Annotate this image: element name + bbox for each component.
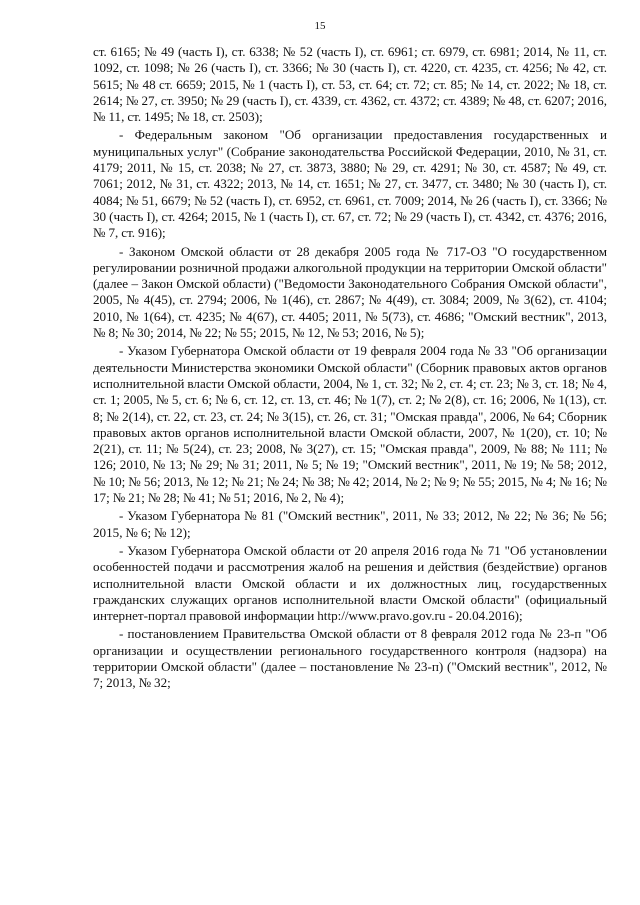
paragraph-government-resolution-23p: - постановлением Правительства Омской области от 8 февраля 2012 года № 23-п "Об организации и осуществлении регионального государственного контроля (надзора) на территории Омской области" (далее – постановление № 23-п) ("Омский вестник", 2012, № 7; 2013, № 32; (93, 626, 607, 691)
document-body (93, 44, 607, 692)
page-number: 15 (314, 20, 326, 32)
paragraph-governor-decree-71: - Указом Губернатора Омской области от 20 апреля 2016 года № 71 "Об установлении особенностей подачи и рассмотрения жалоб на решения и действия (бездействие) органов исполнительной власти Омской области и их должностных лиц, государственных гражданских служащих органов исполнительной власти Омской области" (официальный интернет-портал правовой информации http://www.pravo.gov.ru - 20.04.2016); (93, 542, 607, 624)
paragraph-continuation: ст. 6165; № 49 (часть I), ст. 6338; № 52 (часть I), ст. 6961; ст. 6979, ст. 6981; 2014, № 11, ст. 1092, ст. 1098; № 26 (часть I), ст. 3366; № 30 (часть I), ст. 4220, ст. 4235, ст. 4256; № 42, ст. 5615; № 48 ст. 6659; 2015, № 1 (часть I), ст. 53, ст. 64; ст. 72; ст. 85; № 14, ст. 2022; № 18, ст. 2614; № 27, ст. 3950; № 29 (часть I), ст. 4339, ст. 4362, ст. 4372; ст. 4389; № 48, ст. 6207; 2016, № 11, ст. 1495; № 18, ст. 2503); (93, 44, 607, 125)
paragraph-omsk-law: - Законом Омской области от 28 декабря 2005 года № 717-ОЗ "О государственном регулировании розничной продажи алкогольной продукции на территории Омской области" (далее – Закон Омской области) ("Ведомости Законодательного Собрания Омской области", 2005, № 4(45), ст. 2794; 2006, № 1(46), ст. 2867; № 4(49), ст. 3084; 2009, № 3(62), ст. 4104; 2010, № 1(64), ст. 4235; № 4(67), ст. 4405; 2011, № 5(73), ст. 4686; "Омский вестник", 2013, № 8; № 30; 2014, № 22; № 55; 2015, № 12, № 53; 2016, № 5); (93, 243, 607, 341)
paragraph-governor-decree-33: - Указом Губернатора Омской области от 19 февраля 2004 года № 33 "Об организации деятельности Министерства экономики Омской области" (Сборник правовых актов органов исполнительной власти Омской области, 2004, № 1, ст. 32; № 2, ст. 4; ст. 23; № 3, ст. 18; № 4, ст. 1; 2005, № 5, ст. 6; № 6, ст. 12, ст. 13, ст. 46; № 1(7), ст. 2; № 2(8), ст. 16; 2006, № 1(13), ст. 8; № 2(14), ст. 22, ст. 23, ст. 24; № 3(15), ст. 26, ст. 31; "Омская правда", 2006, № 64; Сборник правовых актов органов исполнительной власти Омской области, 2007, № 1(20), ст. 10; № 2(21), ст. 11; № 5(24), ст. 23; 2008, № 3(27), ст. 15; "Омская правда", 2009, № 88; № 111; № 126; 2010, № 13; № 29; № 31; 2011, № 5; № 19; "Омский вестник", 2011, № 19; № 58; 2012, № 10; № 56; 2013, № 12; № 21; № 24; № 38; № 42; 2014, № 2; № 9; № 55; 2015, № 4; № 16; № 17; № 21; № 28; № 41; № 51; 2016, № 2, № 4); (93, 343, 607, 506)
paragraph-governor-decree-81: - Указом Губернатора № 81 ("Омский вестник", 2011, № 33; 2012, № 22; № 36; № 56; 2015, № 6; № 12); (93, 508, 607, 540)
paragraph-federal-law: - Федеральным законом "Об организации предоставления государственных и муниципальных услуг" (Собрание законодательства Российской Федерации, 2010, № 31, ст. 4179; 2011, № 15, ст. 2038; № 27, ст. 3873, 3880; № 29, ст. 4291; № 30, ст. 4587; № 49, ст. 7061; 2012, № 31, ст. 4322; 2013, № 14, ст. 1651; № 27, ст. 3477, ст. 3480; № 30 (часть I), ст. 4084; № 51, 6679; № 52 (часть I), ст. 6952, ст. 6961, ст. 7009; 2014, № 26 (часть I), ст. 3366; № 30 (часть I), ст. 4264; 2015, № 1 (часть I), ст. 67, ст. 72; № 29 (часть I), ст. 4342, ст. 4376; 2016, № 7, ст. 916); (93, 127, 607, 241)
